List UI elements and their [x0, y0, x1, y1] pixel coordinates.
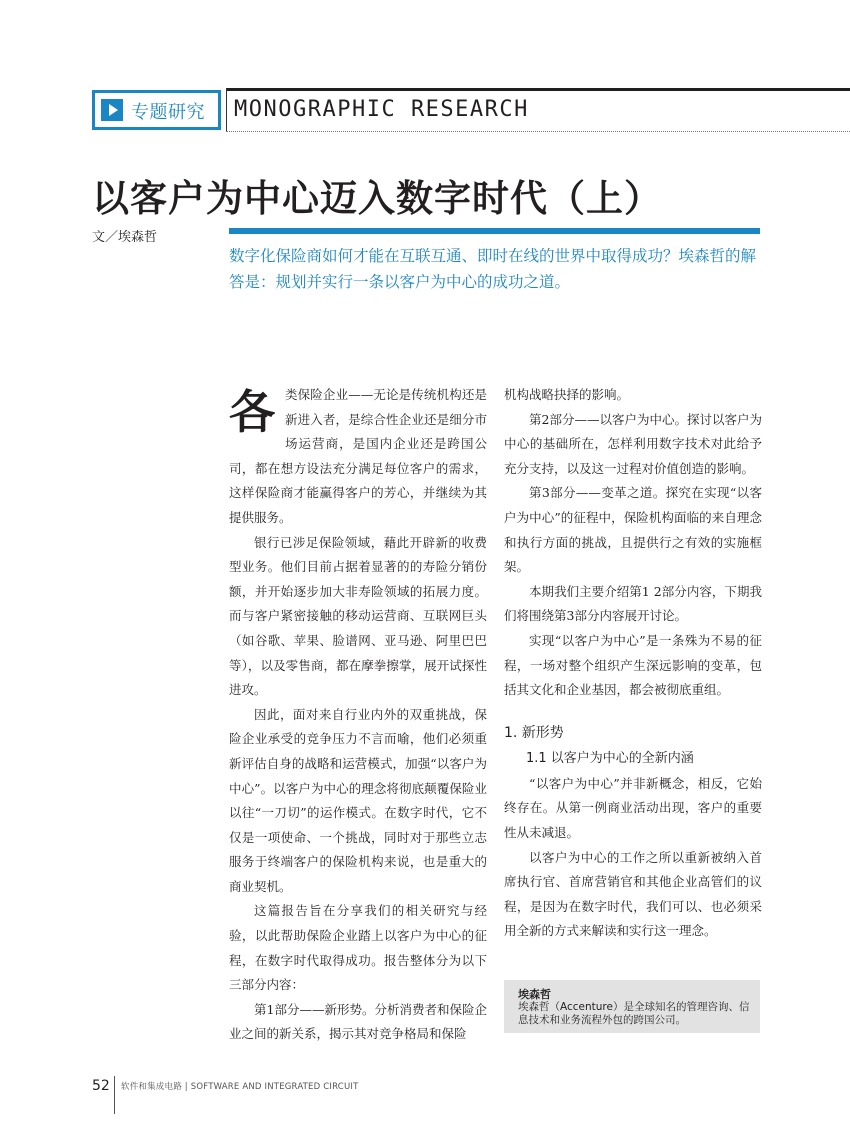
paragraph: 本期我们主要介绍第1 2部分内容，下期我们将围绕第3部分内容展开讨论。: [504, 583, 762, 624]
section-heading: 1. 新形势: [504, 724, 564, 741]
article-title: 以客户为中心迈入数字时代（上）: [92, 177, 662, 220]
paragraph: 实现“以客户为中心”是一条殊为不易的征程，一场对整个组织产生深远影响的变革，包括其文化和企业基因，都会被彻底重组。: [504, 632, 762, 698]
paragraph: 第2部分——以客户为中心。探讨以客户为中心的基础所在，怎样利用数字技术对此给予充分支持，以及这一过程对价值创造的影响。: [504, 411, 762, 476]
play-icon: [101, 99, 123, 121]
paragraph: 第1部分——新形势。分析消费者和保险企业之间的新关系，揭示其对竞争格局和保险: [229, 1001, 487, 1042]
paragraph: 因此，面对来自行业内外的双重挑战，保险企业承受的竞争压力不言而喻，他们必须重新评估自身的战略和运营模式，加强“以客户为中心”。以客户为中心的理念将彻底颠覆保险业以往“一刀切”的运作模式。在数字时代，它不仅是一项使命、一个挑战，同时对于那些立志服务于终端客户的保险机构来说，也是重大的商业契机。: [229, 706, 487, 894]
journal-name: 软件和集成电路 | SOFTWARE AND INTEGRATED CIRCUIT: [121, 1082, 359, 1092]
drop-cap: 各: [229, 385, 275, 439]
header-dotted-rule: [226, 131, 850, 132]
header-divider: [226, 88, 227, 132]
bio-name: 埃森哲: [518, 988, 551, 1001]
paragraph: 机构战略抉择的影响。: [504, 387, 630, 402]
paragraph: 银行已涉足保险领域，藉此开辟新的收费型业务。他们目前占据着显著的的寿险分销份额，并开始逐步加大非寿险领域的拓展力度。而与客户紧密接触的移动运营商、互联网巨头（如谷歌、苹果、脸谱网、亚马逊、阿里巴巴等），以及零售商，都在摩拳擦掌，展开试探性进攻。: [229, 534, 487, 698]
section-badge: [92, 90, 221, 130]
section-label-cn: 专题研究: [131, 102, 205, 123]
paragraph: 以客户为中心的工作之所以重新被纳入首席执行官、首席营销官和其他企业高管们的议程，是因为在数字时代，我们可以、也必须采用全新的方式来解读和实行这一理念。: [504, 849, 762, 939]
paragraph: 各类保险企业——无论是传统机构还是新进入者，是综合性企业还是细分市场运营商，是国内企业还是跨国公司，都在想方设法充分满足每位客户的需求，这样保险商才能赢得客户的芳心，并继续为其提供服务。: [229, 385, 487, 525]
subsection-heading: 1.1 以客户为中心的全新内涵: [526, 750, 694, 766]
article-author: 文／埃森哲: [92, 230, 158, 245]
section-label-en: MONOGRAPHIC RESEARCH: [234, 97, 529, 122]
bio-text: 埃森哲（Accenture）是全球知名的管理咨询、信息技术和业务流程外包的跨国公司。: [518, 1001, 750, 1026]
page-number: 52: [92, 1078, 110, 1094]
paragraph: “以客户为中心”并非新概念，相反，它始终存在。从第一例商业活动出现，客户的重要性从未减退。: [504, 775, 762, 840]
paragraph: 第3部分——变革之道。探究在实现“以客户为中心”的征程中，保险机构面临的来自理念和执行方面的挑战，且提供行之有效的实施框架。: [504, 485, 762, 575]
header-rule: [226, 88, 850, 91]
footer-divider: [114, 1076, 115, 1114]
author-bio-box: [504, 980, 760, 1033]
abstract-bar: [229, 228, 760, 234]
article-abstract: 数字化保险商如何才能在互联互通、即时在线的世界中取得成功？埃森哲的解答是：规划并实行一条以客户为中心的成功之道。: [229, 247, 757, 291]
body-column-right: [504, 383, 762, 944]
paragraph: 这篇报告旨在分享我们的相关研究与经验，以此帮助保险企业踏上以客户为中心的征程，在数字时代取得成功。报告整体分为以下三部分内容：: [229, 903, 487, 993]
body-column-left: [229, 383, 487, 1047]
